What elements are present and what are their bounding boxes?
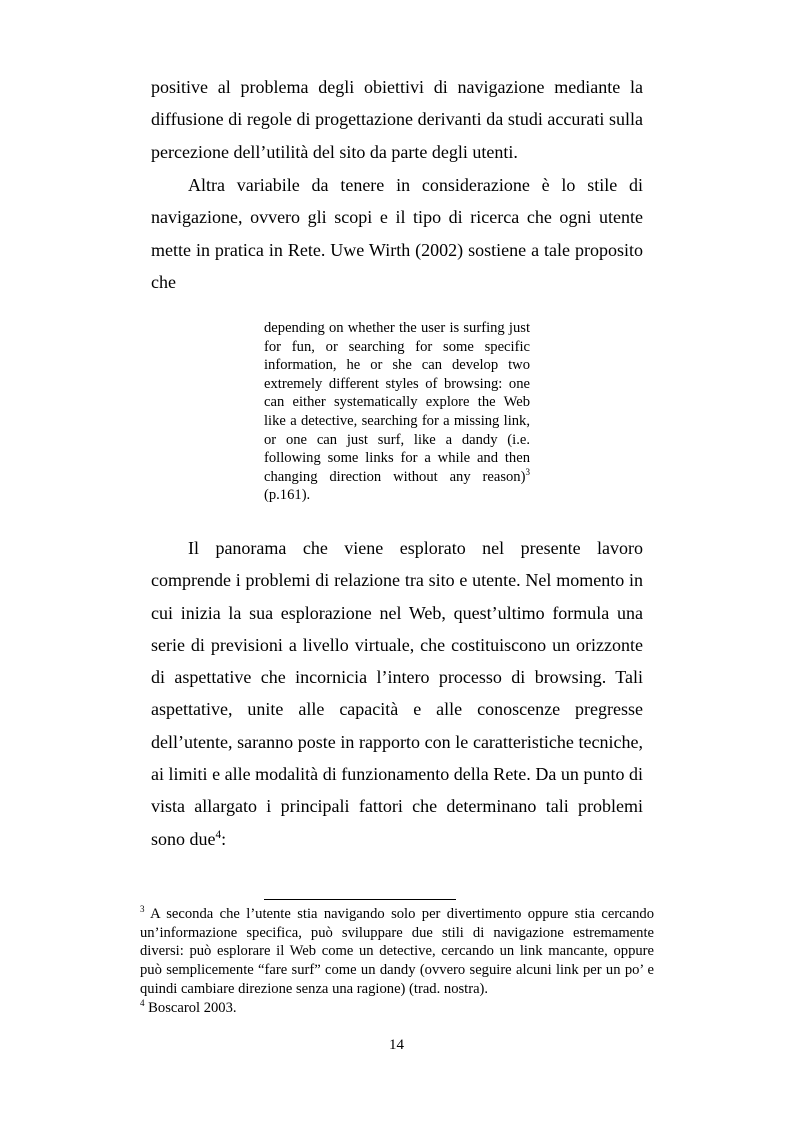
paragraph-3-end: : [221,828,227,849]
quote-citation: (p.161). [264,487,311,504]
footnote-separator [264,899,456,900]
footnotes [140,905,654,1017]
footnote-text-3: A seconda che l’utente stia navigando solo per divertimento oppure stia cercando un’informazione specifica, può sviluppare due stili di navigazione estremamente diversi: può esplorare il Web come un detective, cercando un link mancante, oppure può semplicemente “fare surf” come un dandy (ovvero seguire alcuni link per un po’ e quindi cambiare direzione senza una ragione) (trad. nostra). [140,906,654,997]
footnote-text-4: Boscarol 2003. [144,999,237,1016]
footnote-3 [140,905,654,999]
body-paragraph-1: positive al problema degli obiettivi di navigazione mediante la diffusione di regole di progettazione derivanti da studi accurati sulla percezione dell’utilità del sito da parte degli utenti. [151,77,643,162]
footnote-number-3: 3 [140,904,145,915]
footnote-ref-4: 4 [215,828,222,841]
body-paragraph-2: Altra variabile da tenere in considerazione è lo stile di navigazione, ovvero gli scopi e il tipo di ricerca che ogni utente mette in pratica in Rete. Uwe Wirth (2002) sostiene a tale proposito che [151,175,643,292]
paragraph-3-text: Il panorama che viene esplorato nel presente lavoro comprende i problemi di relazione tra sito e utente. Nel momento in cui inizia la sua esplorazione nel Web, quest’ultimo formula una serie di previsioni a livello virtuale, che costituiscono un orizzonte di aspettative che incornicia l’intero processo di browsing. Tali aspettative, unite alle capacità e alle conoscenze pregresse dell’utente, saranno poste in rapporto con le caratteristiche tecniche, ai limiti e alle modalità di funzionamento della Rete. Da un punto di vista allargato i principali fattori che determinano tali problemi sono due [151,538,643,849]
body-paragraph-3 [151,532,643,855]
quote-text: depending on whether the user is surfing just for fun, or searching for some specific information, he or she can develop two extremely different styles of browsing: one can either systematically explore the Web like a detective, searching for a missing link, or one can just surf, like a dandy (i.e. following some links for a while and then changing direction without any reason) [264,320,530,485]
page-number: 14 [389,1037,404,1053]
footnote-4 [140,999,654,1018]
block-quote [264,319,530,505]
footnote-ref-3: 3 [525,466,530,477]
footnote-number-4: 4 [140,997,145,1008]
